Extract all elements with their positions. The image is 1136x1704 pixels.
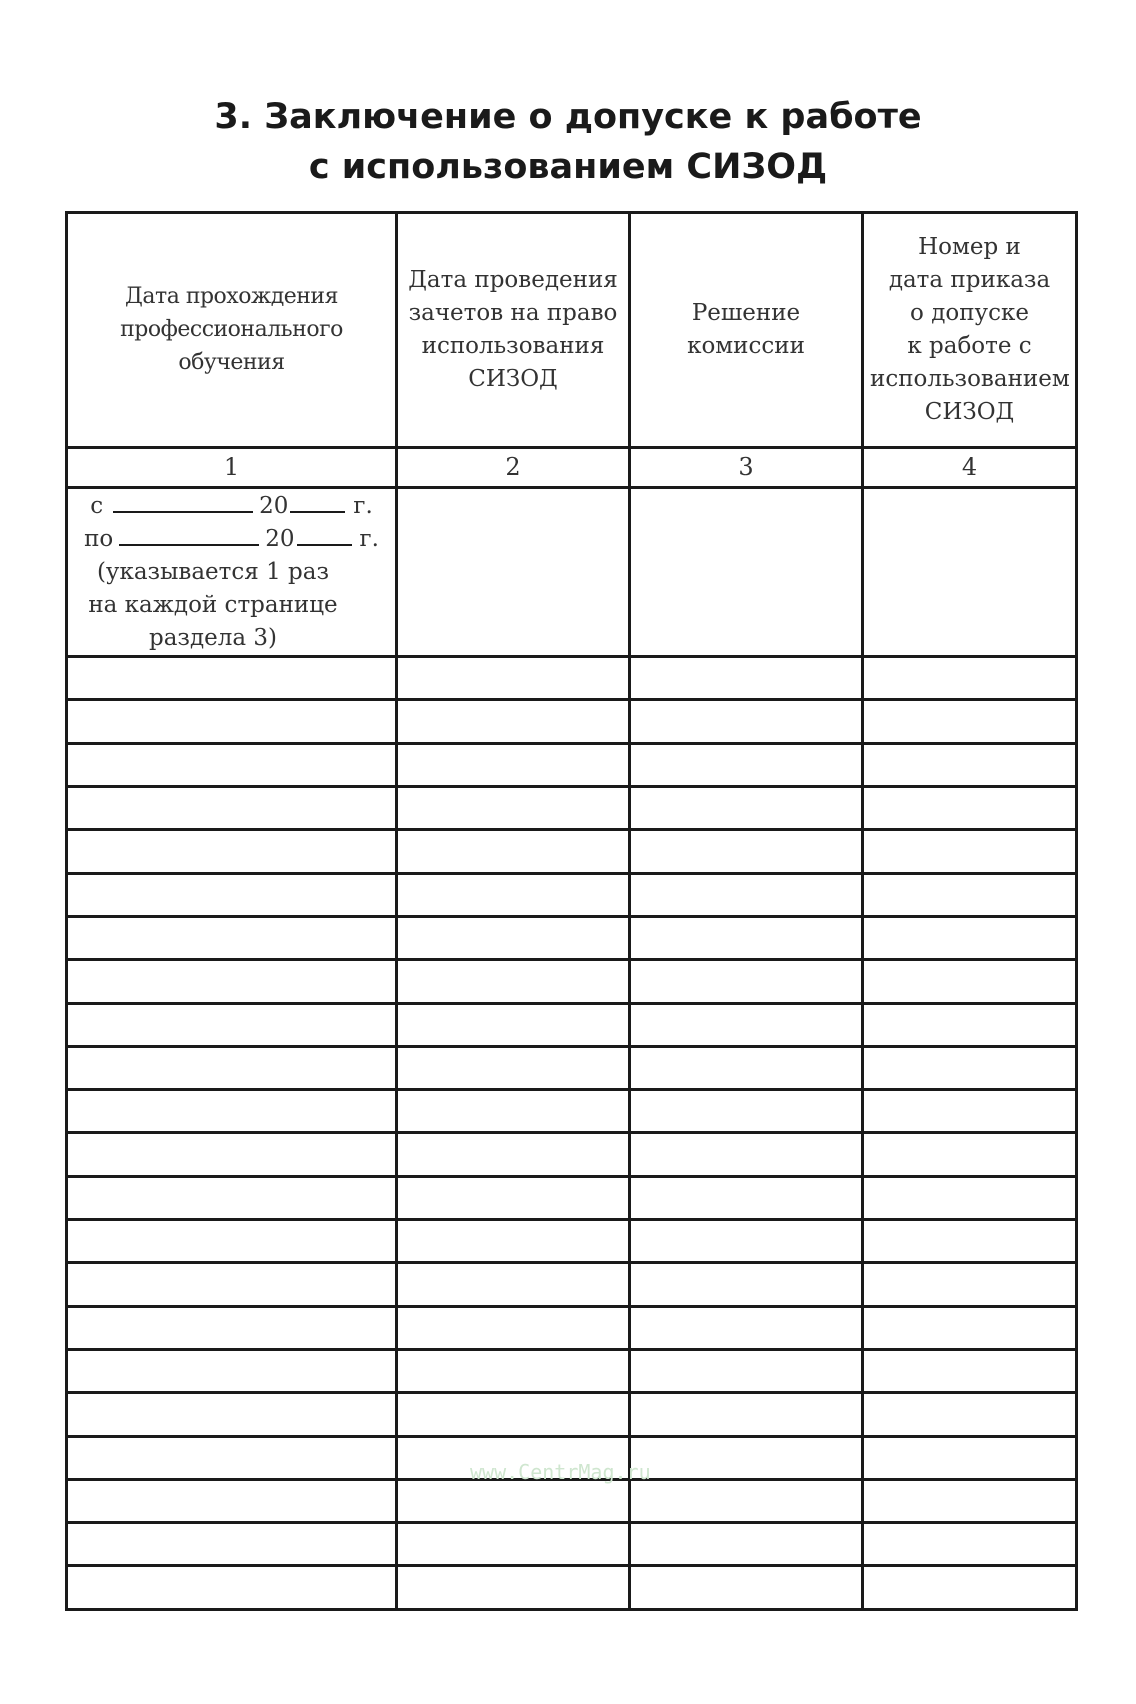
table-row (67, 487, 1077, 656)
table-cell[interactable] (67, 960, 397, 1003)
table-cell[interactable] (630, 1003, 863, 1046)
table-row (67, 1176, 1077, 1219)
admission-table (65, 211, 1078, 1611)
table-row (67, 1306, 1077, 1349)
table-cell[interactable] (630, 960, 863, 1003)
column-number-row (67, 447, 1077, 487)
table-row (67, 657, 1077, 700)
table-cell[interactable] (863, 657, 1077, 700)
table-cell[interactable] (67, 1523, 397, 1566)
table-row (67, 1566, 1077, 1610)
table-cell[interactable] (863, 873, 1077, 916)
table-cell[interactable] (397, 873, 630, 916)
table-cell[interactable] (630, 657, 863, 700)
table-cell[interactable] (397, 1090, 630, 1133)
table-row (67, 960, 1077, 1003)
table-cell[interactable] (863, 960, 1077, 1003)
table-cell[interactable] (397, 700, 630, 743)
table-cell[interactable] (397, 1523, 630, 1566)
header-order-number: Номер и дата приказа о допуске к работе с использованием СИЗОД (863, 213, 1077, 448)
table-cell[interactable] (630, 700, 863, 743)
header-training-date: Дата прохождения профессионального обучения (67, 213, 397, 448)
watermark: www.CentrMag.ru (470, 1460, 651, 1484)
table-row (67, 1523, 1077, 1566)
table-cell[interactable] (630, 1263, 863, 1306)
table-cell[interactable] (67, 1090, 397, 1133)
table-cell[interactable] (863, 700, 1077, 743)
table-cell[interactable] (630, 1306, 863, 1349)
table-cell[interactable] (630, 1436, 863, 1479)
table-row (67, 1003, 1077, 1046)
title-line-2: с использованием СИЗОД (308, 147, 828, 187)
table-cell[interactable] (397, 743, 630, 786)
table-cell[interactable] (67, 787, 397, 830)
table-cell[interactable] (863, 1479, 1077, 1522)
table-cell[interactable] (67, 916, 397, 959)
table-cell[interactable] (863, 1220, 1077, 1263)
table-cell[interactable] (630, 1523, 863, 1566)
table-cell[interactable] (67, 1306, 397, 1349)
table-cell[interactable] (863, 830, 1077, 873)
table-cell[interactable] (67, 1349, 397, 1392)
table-cell[interactable] (67, 1046, 397, 1089)
page-title (0, 92, 1136, 192)
header-test-date: Дата проведения зачетов на право использования СИЗОД (397, 213, 630, 448)
table-cell[interactable] (67, 657, 397, 700)
table-cell[interactable] (630, 787, 863, 830)
table-cell[interactable] (397, 1176, 630, 1219)
table-cell[interactable] (67, 1393, 397, 1436)
table-cell[interactable] (630, 873, 863, 916)
table-cell[interactable] (67, 1263, 397, 1306)
table-cell[interactable] (630, 1220, 863, 1263)
header-commission-decision: Решение комиссии (630, 213, 863, 448)
table-cell[interactable] (67, 873, 397, 916)
table-cell[interactable] (863, 1436, 1077, 1479)
table-cell[interactable] (863, 1566, 1077, 1610)
table-cell[interactable] (397, 1566, 630, 1610)
table-cell[interactable] (630, 1176, 863, 1219)
table-cell[interactable] (397, 487, 630, 656)
table-cell[interactable] (397, 1393, 630, 1436)
table-cell[interactable] (863, 1090, 1077, 1133)
table-cell[interactable] (630, 743, 863, 786)
table-cell[interactable] (630, 487, 863, 656)
header-row (67, 213, 1077, 448)
table-row (67, 1479, 1077, 1522)
table-cell[interactable] (67, 1220, 397, 1263)
table-cell[interactable] (67, 830, 397, 873)
title-line-1: 3. Заключение о допуске к работе (214, 97, 922, 137)
table-row (67, 1263, 1077, 1306)
table-row (67, 1393, 1077, 1436)
table-cell[interactable] (630, 1090, 863, 1133)
table-cell[interactable] (67, 1133, 397, 1176)
table-cell[interactable] (397, 960, 630, 1003)
period-to-line: по 20 г. (84, 525, 379, 552)
table-cell[interactable] (67, 1479, 397, 1522)
training-period-cell[interactable] (67, 487, 397, 656)
table-row (67, 1220, 1077, 1263)
table-cell[interactable] (863, 1263, 1077, 1306)
table-cell[interactable] (863, 1306, 1077, 1349)
table-cell[interactable] (67, 700, 397, 743)
table-row (67, 743, 1077, 786)
table-cell[interactable] (863, 787, 1077, 830)
table-cell[interactable] (863, 916, 1077, 959)
column-number: 1 (67, 447, 397, 487)
table-cell[interactable] (863, 1523, 1077, 1566)
table-cell[interactable] (863, 743, 1077, 786)
table-row (67, 787, 1077, 830)
table-cell[interactable] (630, 916, 863, 959)
table-cell[interactable] (397, 1306, 630, 1349)
year-to-blank[interactable] (297, 524, 352, 546)
table-row (67, 1046, 1077, 1089)
column-number: 3 (630, 447, 863, 487)
table-cell[interactable] (863, 1133, 1077, 1176)
table-row (67, 1133, 1077, 1176)
table-cell[interactable] (863, 1046, 1077, 1089)
table-cell[interactable] (67, 1436, 397, 1479)
table-row (67, 1349, 1077, 1392)
table-row (67, 873, 1077, 916)
period-note: (указывается 1 раз на каждой странице раздела 3) (88, 558, 338, 651)
table-cell[interactable] (397, 1003, 630, 1046)
table-cell[interactable] (397, 787, 630, 830)
date-from-blank[interactable] (113, 491, 253, 513)
table-cell[interactable] (863, 1176, 1077, 1219)
table-row (67, 1090, 1077, 1133)
table-cell[interactable] (397, 1479, 630, 1522)
table-cell[interactable] (397, 1263, 630, 1306)
table-cell[interactable] (863, 487, 1077, 656)
table-row (67, 700, 1077, 743)
table-row (67, 916, 1077, 959)
table-cell[interactable] (630, 1133, 863, 1176)
table-cell[interactable] (863, 1393, 1077, 1436)
date-to-blank[interactable] (119, 524, 259, 546)
table-cell[interactable] (630, 1046, 863, 1089)
table-cell[interactable] (630, 830, 863, 873)
table-cell[interactable] (67, 743, 397, 786)
year-from-blank[interactable] (290, 491, 345, 513)
table-cell[interactable] (397, 1133, 630, 1176)
table-cell[interactable] (863, 1349, 1077, 1392)
table-cell[interactable] (630, 1479, 863, 1522)
table-cell[interactable] (397, 830, 630, 873)
table-cell[interactable] (67, 1003, 397, 1046)
table-cell[interactable] (630, 1349, 863, 1392)
table-cell[interactable] (67, 1176, 397, 1219)
table-cell[interactable] (630, 1393, 863, 1436)
table-cell[interactable] (630, 1566, 863, 1610)
column-number: 4 (863, 447, 1077, 487)
table-cell[interactable] (397, 916, 630, 959)
table-cell[interactable] (863, 1003, 1077, 1046)
period-from-line: с 20 г. (90, 492, 373, 519)
table-cell[interactable] (397, 657, 630, 700)
column-number: 2 (397, 447, 630, 487)
table-row (67, 830, 1077, 873)
table-cell[interactable] (397, 1220, 630, 1263)
table-cell[interactable] (397, 1046, 630, 1089)
table-cell[interactable] (397, 1349, 630, 1392)
table-cell[interactable] (67, 1566, 397, 1610)
